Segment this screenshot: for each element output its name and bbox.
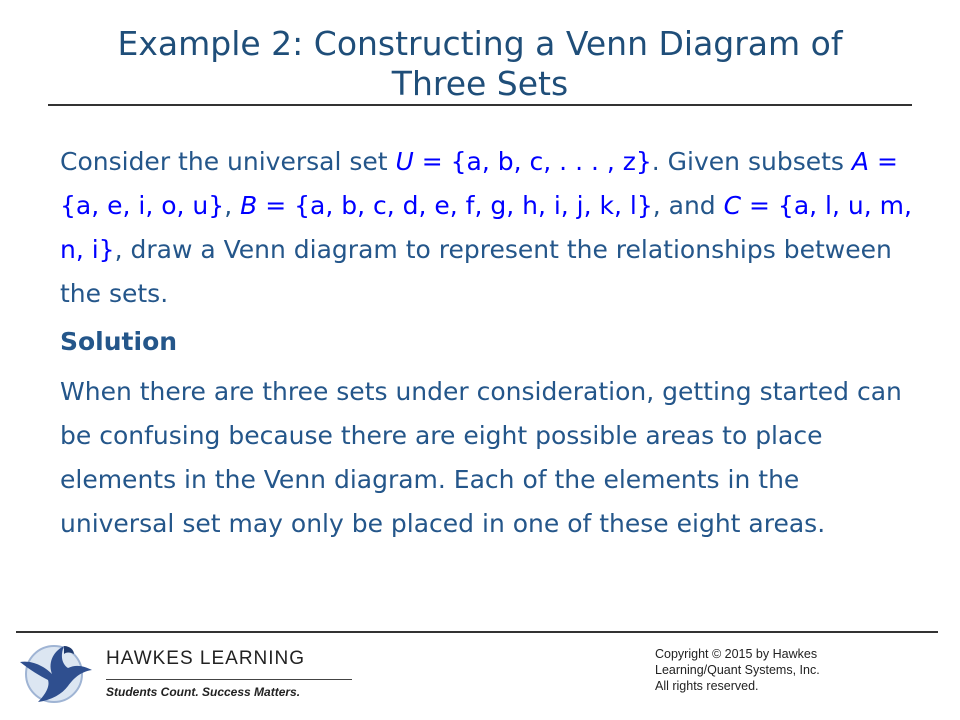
title-line-1: Example 2: Constructing a Venn Diagram of — [117, 24, 843, 63]
brand-tagline: Students Count. Success Matters. — [106, 685, 301, 699]
title-divider — [48, 104, 912, 106]
set-u-elements: = {a, b, c, . . . , z} — [413, 147, 652, 176]
problem-text-1: Consider the universal set — [60, 147, 396, 176]
copyright-line-2: Learning/Quant Systems, Inc. — [655, 663, 820, 677]
title-line-2: Three Sets — [391, 64, 569, 103]
problem-text-5: , draw a Venn diagram to represent the relationships between the sets. — [60, 235, 892, 308]
problem-text-3: , — [224, 191, 241, 220]
slide-title — [48, 24, 912, 104]
brand-name: HAWKES LEARNING — [106, 648, 306, 669]
problem-text-2: . Given subsets — [651, 147, 852, 176]
set-a-elements: = {a, e, i, o, u} — [60, 147, 898, 220]
set-c-elements: = {a, l, u, m, n, i} — [60, 191, 912, 264]
set-c-var: C — [723, 191, 742, 220]
set-b-elements: = {a, b, c, d, e, f, g, h, i, j, k, l} — [257, 191, 653, 220]
set-b-var: B — [240, 191, 258, 220]
set-u-var: U — [395, 147, 414, 176]
brand-divider — [106, 679, 352, 680]
problem-statement — [60, 140, 920, 316]
problem-text-4: , and — [652, 191, 724, 220]
footer-divider — [16, 631, 938, 633]
eagle-logo-icon — [18, 640, 94, 704]
solution-heading: Solution — [60, 327, 178, 356]
set-u — [396, 147, 652, 176]
copyright-notice — [655, 646, 895, 694]
set-a-var: A — [851, 147, 869, 176]
copyright-line-1: Copyright © 2015 by Hawkes — [655, 647, 818, 661]
set-b — [240, 191, 653, 220]
copyright-line-3: All rights reserved. — [655, 679, 759, 693]
solution-body: When there are three sets under consideration, getting started can be confusing because there are eight possible areas to place elements in the Venn diagram. Each of the elements in the universal set may only be placed in one of these eight areas. — [60, 377, 902, 538]
slide-body — [60, 140, 920, 546]
